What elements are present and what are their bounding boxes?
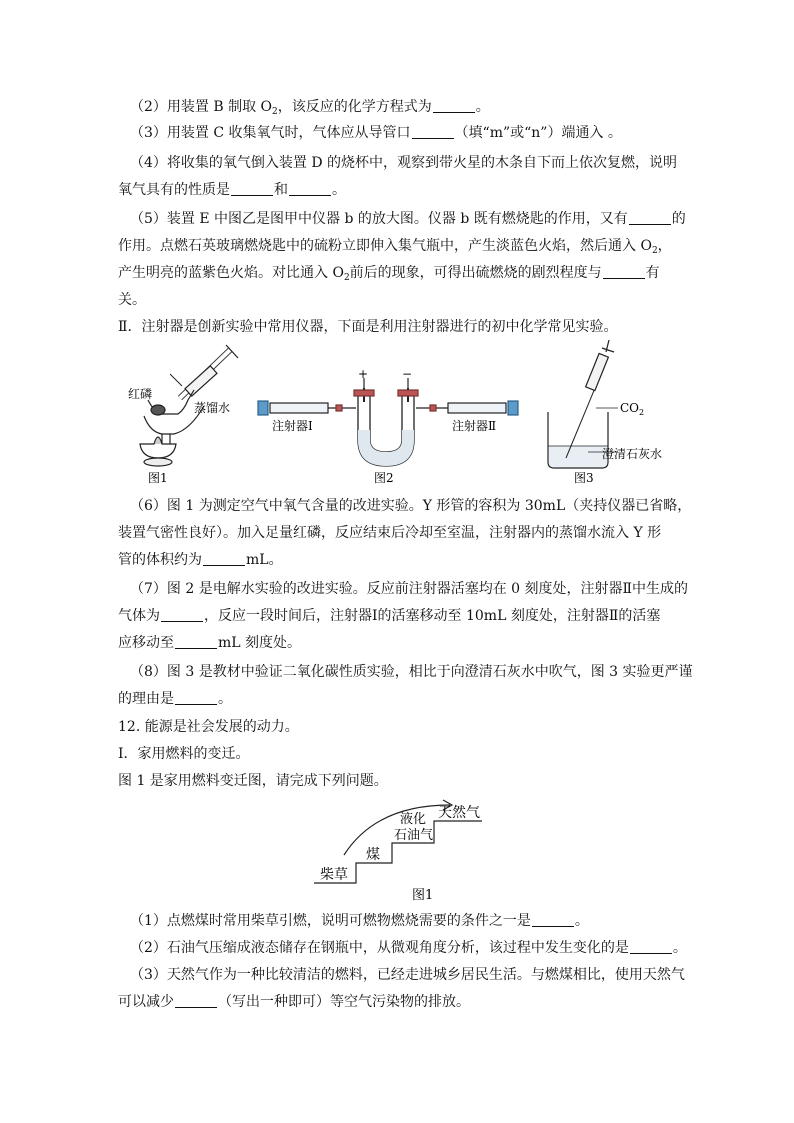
answer-blank[interactable] — [289, 182, 331, 196]
fig3-caption: 图3 — [574, 471, 594, 485]
q5-text-2: 的 — [671, 211, 686, 227]
answer-blank[interactable] — [433, 99, 475, 113]
q3-text: （3）用装置 C 收集氧气时，气体应从导管口 — [130, 125, 411, 141]
fig2-minus-label: − — [402, 367, 413, 381]
question-8-line-2 — [118, 690, 678, 708]
q4-text-2: 氧气具有的性质是 — [118, 182, 230, 198]
q6-text: （6）图 1 为测定空气中氧气含量的改进实验。Y 形管的容积为 30mL（夹持仪器已省略， — [130, 498, 692, 514]
part-3-line-2 — [118, 993, 678, 1011]
p2-text: （2）石油气压缩成液态储存在钢瓶中，从微观角度分析，该过程中发生变化的是 — [130, 940, 629, 956]
step-2-label: 煤 — [366, 847, 380, 863]
step-4-label: 天然气 — [438, 805, 480, 821]
q5-text-8: 关。 — [118, 292, 146, 308]
fig3-limewater-label: 澄清石灰水 — [602, 447, 663, 461]
q2-text-2: ，该反应的化学方程式为 — [277, 99, 432, 115]
fuel-intro — [118, 772, 678, 790]
question-6-line-3 — [118, 551, 678, 569]
section-2-text: Ⅱ．注射器是创新实验中常用仪器，下面是利用注射器进行的初中化学常见实验。 — [118, 319, 618, 335]
fig3-co2-label: $CO_2$ — [620, 401, 645, 417]
step-1-label: 柴草 — [320, 867, 348, 883]
q5-sub: 2 — [651, 246, 658, 256]
answer-blank[interactable] — [161, 608, 203, 622]
fig1-water-label: 蒸馏水 — [194, 401, 231, 415]
question-5-line-4 — [118, 291, 678, 309]
question-6-line-2 — [118, 524, 678, 542]
answer-blank[interactable] — [532, 913, 574, 927]
q5-text-4: ， — [657, 238, 672, 254]
question-7-line-2 — [118, 607, 678, 625]
p1-end: 。 — [574, 913, 589, 929]
question-8-line-1 — [130, 663, 693, 681]
answer-blank[interactable] — [175, 994, 217, 1008]
q8-text: （8）图 3 是教材中验证二氧化碳性质实验，相比于向澄清石灰水中吹气，图 3 实验更严谨 — [130, 664, 693, 680]
fig2-syringe-1-label: 注射器Ⅰ — [272, 419, 313, 433]
q7-text-2: 气体为 — [118, 608, 160, 624]
q5-text-6: 前后的现象，可得出硫燃烧的剧烈程度与 — [349, 265, 602, 281]
syringe-experiments-figure — [118, 340, 678, 490]
section-1-heading — [118, 745, 678, 763]
fig2-caption: 图2 — [374, 471, 394, 485]
question-5-line-3 — [118, 264, 678, 282]
p2-end: 。 — [672, 940, 687, 956]
step-3-label-b: 石油气 — [394, 828, 434, 843]
p3-text-2: 可以减少 — [118, 994, 174, 1010]
q3-text-2: （填“m”或“n”）端通入 。 — [454, 125, 622, 141]
q8-end: 。 — [218, 691, 232, 707]
q5-text: （5）装置 E 中图乙是图甲中仪器 b 的放大图。仪器 b 既有燃烧匙的作用，又有 — [130, 211, 628, 227]
answer-blank[interactable] — [629, 211, 671, 225]
fig2-plus-label: + — [358, 367, 369, 381]
fuel-fig-caption: 图1 — [412, 888, 434, 903]
q5-text-3: 作用。点燃石英玻璃燃烧匙中的硫粉立即伸入集气瓶中，产生淡蓝色火焰，然后通入 O — [118, 238, 652, 254]
intro-text: 图 1 是家用燃料变迁图，请完成下列问题。 — [118, 773, 388, 789]
q5-sub-2: 2 — [343, 273, 350, 283]
question-6-line-1 — [130, 497, 690, 515]
question-4-line-1 — [130, 154, 690, 172]
answer-blank[interactable] — [603, 265, 645, 279]
q4-text-3: 和 — [274, 182, 288, 198]
p3-text: （3）天然气作为一种比较清洁的燃料，已经走进城乡居民生活。与燃煤相比，使用天然气 — [130, 967, 685, 983]
q6-text-2: 装置气密性良好）。加入足量红磷，反应结束后冷却至室温，注射器内的蒸馏水流入 Y 形 — [118, 525, 662, 541]
q7-text-3: ，反应一段时间后，注射器Ⅰ的活塞移动至 10mL 刻度处，注射器Ⅱ的活塞 — [204, 608, 661, 624]
q7-text-4: 应移动至 — [118, 635, 174, 651]
q12-text: 12. 能源是社会发展的动力。 — [118, 719, 299, 735]
section-2-heading — [118, 318, 678, 336]
q2-sub: 2 — [272, 107, 278, 117]
question-2 — [130, 98, 690, 116]
q6-text-3: 管的体积约为 — [118, 552, 202, 568]
fig1-caption: 图1 — [148, 471, 168, 485]
question-12-heading — [118, 718, 678, 736]
fuel-staircase-figure — [300, 795, 500, 903]
section-1-text: Ⅰ．家用燃料的变迁。 — [118, 746, 250, 762]
part-2 — [130, 939, 690, 957]
answer-blank[interactable] — [175, 635, 217, 649]
q7-text-5: mL 刻度处。 — [218, 635, 302, 651]
answer-blank[interactable] — [175, 691, 217, 705]
answer-blank[interactable] — [203, 552, 245, 566]
part-1 — [130, 912, 690, 930]
q6-text-4: mL。 — [246, 552, 283, 568]
fig2-syringe-2-label: 注射器Ⅱ — [452, 419, 497, 433]
fig1-phosphorus-label: 红磷 — [128, 387, 153, 401]
question-5-line-2 — [118, 237, 678, 255]
q2-end: 。 — [475, 99, 490, 115]
q2-text: （2）用装置 B 制取 O — [130, 99, 273, 115]
p1-text: （1）点燃煤时常用柴草引燃，说明可燃物燃烧需要的条件之一是 — [130, 913, 531, 929]
question-3 — [130, 124, 690, 142]
question-5-line-1 — [130, 210, 690, 228]
q8-text-2: 的理由是 — [118, 691, 174, 707]
question-4-line-2 — [118, 181, 678, 199]
question-7-line-1 — [130, 580, 690, 598]
q4-text: （4）将收集的氧气倒入装置 D 的烧杯中，观察到带火星的木条自下而上依次复燃，说明 — [130, 155, 678, 171]
question-7-line-3 — [118, 634, 678, 652]
q5-text-7: 有 — [645, 265, 660, 281]
step-3-label-a: 液化 — [400, 812, 427, 827]
q7-text: （7）图 2 是电解水实验的改进实验。反应前注射器活塞均在 0 刻度处，注射器Ⅱ中生成的 — [130, 581, 689, 597]
answer-blank[interactable] — [412, 125, 454, 139]
answer-blank[interactable] — [630, 940, 672, 954]
q4-end: 。 — [332, 182, 346, 198]
part-3-line-1 — [130, 966, 690, 984]
p3-text-3: （写出一种即可）等空气污染物的排放。 — [218, 994, 470, 1010]
q5-text-5: 产生明亮的蓝紫色火焰。对比通入 O — [118, 265, 344, 281]
answer-blank[interactable] — [231, 182, 273, 196]
